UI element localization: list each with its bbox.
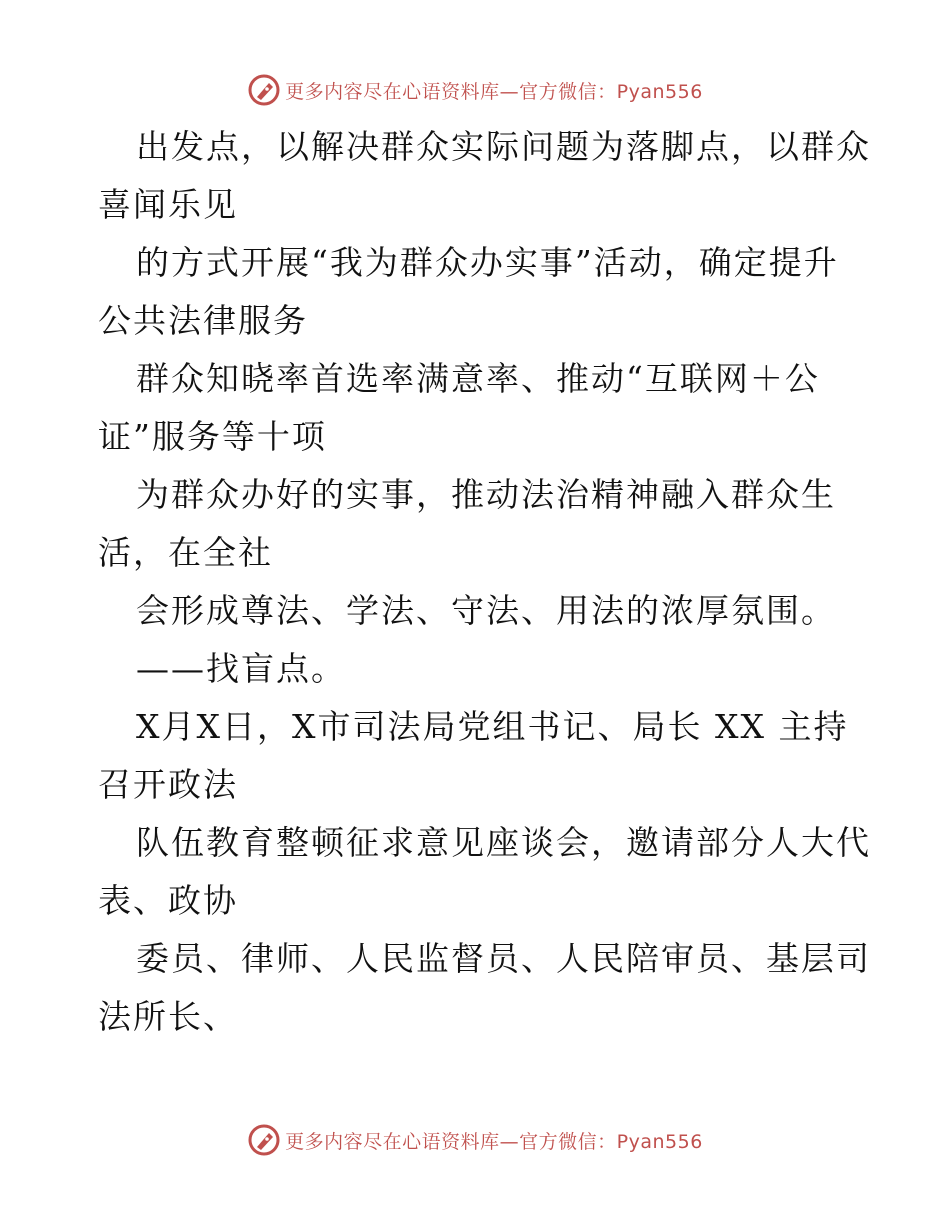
body-line: 出发点，以解决群众实际问题为落脚点，以群众 (136, 127, 871, 166)
body-line: 证”服务等十项 (98, 417, 327, 456)
body-line: 召开政法 (98, 765, 238, 804)
body-line: 会形成尊法、学法、守法、用法的浓厚氛围。 (136, 591, 836, 630)
body-line: 公共法律服务 (98, 301, 308, 340)
body-line: 为群众办好的实事，推动法治精神融入群众生 (136, 475, 836, 514)
pen-nib-logo-icon (247, 73, 281, 107)
body-line: 法所长、 (98, 997, 238, 1036)
body-line: 的方式开展“我为群众办实事”活动，确定提升 (136, 243, 839, 282)
body-line: 队伍教育整顿征求意见座谈会，邀请部分人大代 (136, 823, 871, 862)
body-line: ——找盲点。 (136, 649, 346, 688)
body-line: 喜闻乐见 (98, 185, 238, 224)
footer-banner (0, 1120, 950, 1160)
body-line: 表、政协 (98, 881, 238, 920)
body-line: X月X日，X市司法局党组书记、局长 XX 主持 (136, 707, 849, 746)
body-line: 活，在全社 (98, 533, 273, 572)
body-line: 群众知晓率首选率满意率、推动“互联网＋公 (136, 359, 820, 398)
header-banner (0, 70, 950, 110)
body-line: 委员、律师、人民监督员、人民陪审员、基层司 (136, 939, 871, 978)
pen-nib-logo-icon (247, 1123, 281, 1157)
footer-banner-text: 更多内容尽在心语资料库—官方微信：Pyan556 (285, 1130, 703, 1153)
document-body (98, 118, 871, 1046)
header-banner-text: 更多内容尽在心语资料库—官方微信：Pyan556 (285, 80, 703, 103)
